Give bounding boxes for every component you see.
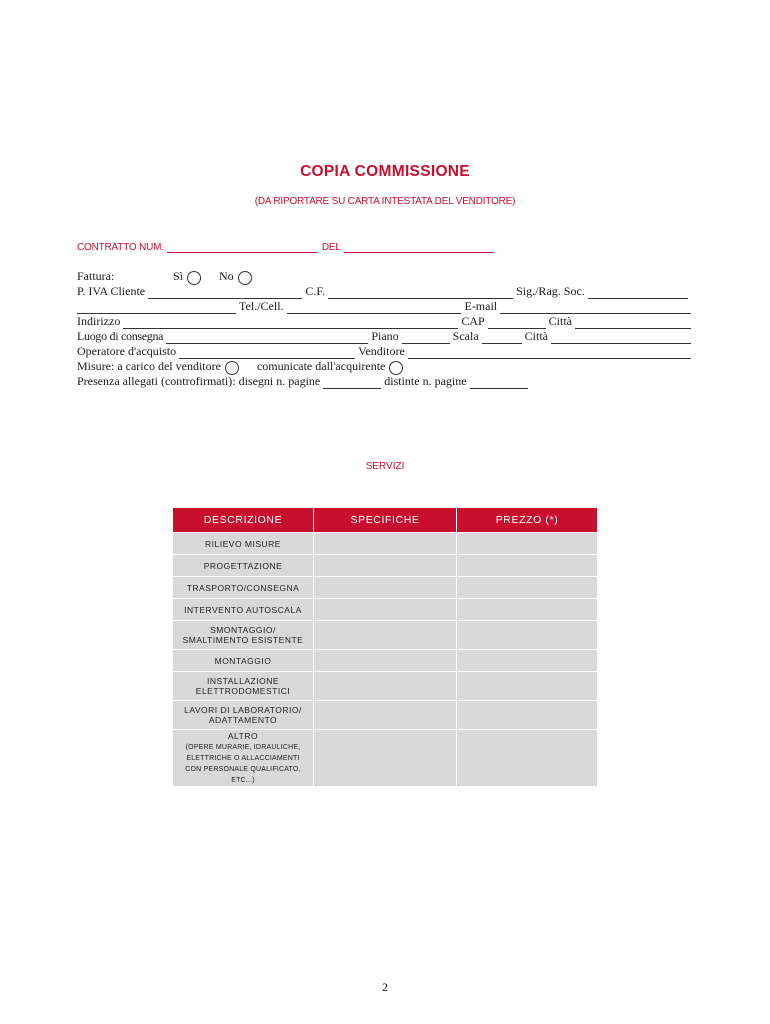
comunicate-label: comunicate dall'acquirente xyxy=(256,359,386,373)
desc-line: RILIEVO MISURE xyxy=(205,538,281,549)
prezzo-cell[interactable] xyxy=(457,650,597,671)
allegati-label: Presenza allegati (controfirmati): disegni n. pagine xyxy=(77,374,321,388)
piva-row xyxy=(77,284,691,299)
disegni-pagine-field[interactable] xyxy=(323,378,381,389)
scala-field[interactable] xyxy=(482,333,522,344)
table-row xyxy=(173,533,597,554)
luogo-label: Luogo di consegna xyxy=(77,329,164,343)
contract-line xyxy=(77,242,497,253)
misure-row xyxy=(77,359,691,374)
table-row xyxy=(173,599,597,620)
cap-label: CAP xyxy=(461,314,485,328)
cap-field[interactable] xyxy=(488,318,546,329)
tel-label: Tel./Cell. xyxy=(239,299,284,313)
desc-line: INTERVENTO AUTOSCALA xyxy=(184,604,302,615)
prezzo-cell[interactable] xyxy=(457,701,597,729)
desc-sub-line: (OPERE MURARIE, IDRAULICHE, xyxy=(185,744,301,751)
specifiche-cell[interactable] xyxy=(314,650,456,671)
citta2-label: Città xyxy=(524,329,548,343)
row-description xyxy=(173,650,313,671)
venditore-field[interactable] xyxy=(408,348,691,359)
sig-field[interactable] xyxy=(588,288,688,299)
desc-sub-line: ETC...) xyxy=(231,777,255,784)
row-description-altro xyxy=(173,730,313,786)
prezzo-cell[interactable] xyxy=(457,555,597,576)
specifiche-cell[interactable] xyxy=(314,621,456,649)
table-row xyxy=(173,650,597,671)
citta2-field[interactable] xyxy=(551,333,691,344)
header-specifiche: SPECIFICHE xyxy=(314,508,456,532)
distinte-pagine-field[interactable] xyxy=(470,378,528,389)
indirizzo-field[interactable] xyxy=(123,318,458,329)
table-row xyxy=(173,621,597,649)
row-description xyxy=(173,672,313,700)
page-title: COPIA COMMISSIONE xyxy=(300,163,470,180)
prezzo-cell[interactable] xyxy=(457,577,597,598)
desc-line: ELETTRODOMESTICI xyxy=(195,686,291,696)
desc-line: PROGETTAZIONE xyxy=(203,560,283,571)
no-radio[interactable] xyxy=(238,271,252,285)
specifiche-cell[interactable] xyxy=(314,730,456,786)
desc-line: SMALTIMENTO ESISTENTE xyxy=(182,635,304,645)
desc-line: SMONTAGGIO/ xyxy=(210,625,276,635)
client-form xyxy=(77,269,691,389)
row-description xyxy=(173,701,313,729)
fattura-row xyxy=(77,269,691,284)
contract-num-field[interactable] xyxy=(167,243,317,253)
desc-line: ADATTAMENTO xyxy=(208,715,278,725)
misure-label: Misure: a carico del venditore xyxy=(77,359,221,373)
desc-line: LAVORI DI LABORATORIO/ xyxy=(184,705,302,715)
email-label: E-mail xyxy=(464,299,498,313)
sig-field-cont[interactable] xyxy=(77,303,236,314)
desc-line: MONTAGGIO xyxy=(214,655,272,666)
specifiche-cell[interactable] xyxy=(314,577,456,598)
no-label: No xyxy=(219,269,234,283)
luogo-row xyxy=(77,329,691,344)
desc-line: TRASPORTO/CONSEGNA xyxy=(186,582,300,593)
specifiche-cell[interactable] xyxy=(314,672,456,700)
cf-field[interactable] xyxy=(328,288,513,299)
table-row xyxy=(173,577,597,598)
page-number: 2 xyxy=(382,980,388,994)
desc-sub-line: CON PERSONALE QUALIFICATO, xyxy=(185,766,301,773)
si-radio[interactable] xyxy=(187,271,201,285)
tel-field[interactable] xyxy=(287,303,462,314)
scala-label: Scala xyxy=(452,329,479,343)
specifiche-cell[interactable] xyxy=(314,701,456,729)
prezzo-cell[interactable] xyxy=(457,672,597,700)
venditore-label: Venditore xyxy=(358,344,405,358)
page-subtitle: (DA RIPORTARE SU CARTA INTESTATA DEL VENDITORE) xyxy=(254,196,516,207)
specifiche-cell[interactable] xyxy=(314,533,456,554)
desc-line: ALTRO xyxy=(227,731,259,741)
fattura-label: Fattura: xyxy=(77,269,115,283)
desc-line: INSTALLAZIONE xyxy=(207,676,279,686)
piano-label: Piano xyxy=(371,329,399,343)
contract-del-label: DEL xyxy=(321,242,341,253)
luogo-field[interactable] xyxy=(166,333,368,344)
contract-date-field[interactable] xyxy=(344,243,494,253)
contract-num-label: CONTRATTO NUM. xyxy=(77,242,164,253)
row-description xyxy=(173,621,313,649)
citta-label: Città xyxy=(548,314,572,328)
cf-label: C.F. xyxy=(305,284,326,298)
email-field[interactable] xyxy=(500,303,691,314)
row-description xyxy=(173,555,313,576)
specifiche-cell[interactable] xyxy=(314,599,456,620)
operatore-row xyxy=(77,344,691,359)
header-descrizione: DESCRIZIONE xyxy=(173,508,313,532)
piano-field[interactable] xyxy=(402,333,450,344)
piva-field[interactable] xyxy=(148,288,302,299)
services-table xyxy=(172,507,598,787)
sig-label: Sig./Rag. Soc. xyxy=(516,284,585,298)
tel-row xyxy=(77,299,691,314)
services-title: SERVIZI xyxy=(365,461,405,472)
allegati-row xyxy=(77,374,691,389)
specifiche-cell[interactable] xyxy=(314,555,456,576)
operatore-label: Operatore d'acquisto xyxy=(77,344,177,358)
table-row xyxy=(173,672,597,700)
piva-label: P. IVA Cliente xyxy=(77,284,146,298)
indirizzo-row xyxy=(77,314,691,329)
row-description xyxy=(173,577,313,598)
si-label: Sì xyxy=(173,269,184,283)
prezzo-cell[interactable] xyxy=(457,599,597,620)
distinte-label: distinte n. pagine xyxy=(384,374,467,388)
operatore-field[interactable] xyxy=(179,348,355,359)
desc-sub-line: ELETTRICHE O ALLACCIAMENTI xyxy=(186,755,300,762)
citta-field[interactable] xyxy=(575,318,691,329)
row-description xyxy=(173,533,313,554)
misure-acquirente-radio[interactable] xyxy=(389,361,403,375)
prezzo-cell[interactable] xyxy=(457,533,597,554)
table-row xyxy=(173,555,597,576)
table-header-row xyxy=(173,508,597,532)
prezzo-cell[interactable] xyxy=(457,730,597,786)
table-row xyxy=(173,730,597,786)
header-prezzo: PREZZO (*) xyxy=(457,508,597,532)
row-description xyxy=(173,599,313,620)
table-row xyxy=(173,701,597,729)
misure-venditore-radio[interactable] xyxy=(225,361,239,375)
indirizzo-label: Indirizzo xyxy=(77,314,121,328)
prezzo-cell[interactable] xyxy=(457,621,597,649)
